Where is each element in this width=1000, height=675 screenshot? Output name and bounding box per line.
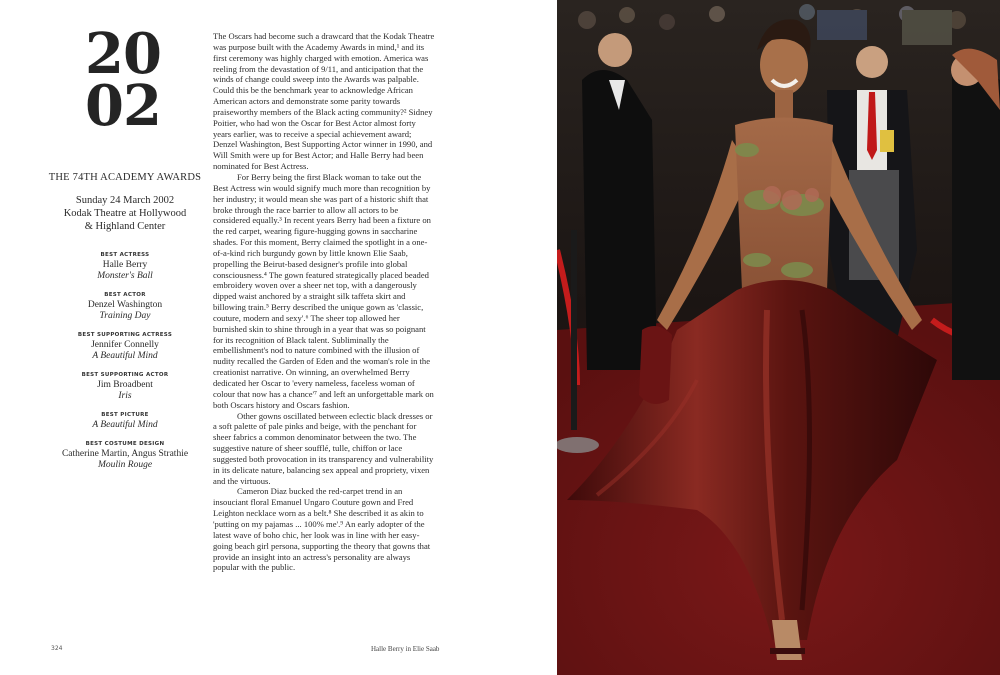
award-category: BEST SUPPORTING ACTRESS (77, 332, 173, 338)
photo-caption: Halle Berry in Elie Saab (371, 645, 440, 653)
red-carpet-photo (557, 0, 1000, 675)
award-film: Monster's Ball (97, 271, 153, 281)
award-film: A Beautiful Mind (92, 351, 158, 361)
award-winner: Catherine Martin, Angus Strathie (61, 449, 189, 459)
article-body (213, 31, 435, 573)
award-category: BEST COSTUME DESIGN (85, 441, 165, 447)
award-category: BEST ACTOR (104, 292, 146, 298)
body-paragraph: Other gowns oscillated between eclectic black dresses or a soft palette of pale pinks and beige, with the penchant for sheer fabrics a common denominator between the two. The suggestive nature of sheer soufflé, tulle, chiffon or lace suggested both provocation in its transparency and vulnerability in its delicate nature, balancing sex appeal and propriety, vixen and the virtuous. (213, 410, 434, 486)
ceremony-venue-2: & Highland Center (84, 221, 166, 232)
ceremony-title: THE 74TH ACADEMY AWARDS (48, 172, 202, 183)
award-winner: Denzel Washington (87, 300, 163, 310)
award-winner: Halle Berry (102, 260, 148, 270)
award-best-actor (47, 292, 203, 322)
year-heading (60, 21, 186, 139)
year-line-1: 20 (85, 21, 161, 87)
ceremony-venue: Kodak Theatre at Hollywood (63, 208, 187, 219)
right-page-photo (557, 0, 1000, 675)
awards-list (47, 252, 203, 481)
award-winner: Jim Broadbent (97, 380, 153, 390)
award-best-picture (47, 412, 203, 431)
award-best-costume-design (47, 441, 203, 471)
award-best-supporting-actor (47, 372, 203, 402)
award-best-actress (47, 252, 203, 282)
body-paragraph: Cameron Diaz bucked the red-carpet trend in an insouciant floral Emanuel Ungaro Couture gown and Fred Leighton necklace worn as a belt.⁸ She described it as akin to 'putting on my pajamas ... 100% me'.⁹ An early adopter of the latest wave of boho chic, her look was in line with her easy-going beach girl persona, supporting the theory that gowns that provide an insight into an actress's personality are always popular with the public. (213, 486, 431, 573)
award-best-supporting-actress (47, 332, 203, 362)
award-film: A Beautiful Mind (92, 420, 158, 430)
award-winner: Jennifer Connelly (91, 340, 159, 350)
body-paragraph: The Oscars had become such a drawcard that the Kodak Theatre was purpose built with the Academy Awards in mind,¹ and its first ceremony was highly charged with emotion. America was reeling from the devastation of 9/11, and anticipation that the winds of change could sweep into the Awards was palpable. Could this be the benchmark year to acknowledge African American actors and demonstrate some parity towards praiseworthy members of the Black acting community?² Sidney Poitier, who had won the Oscar for Best Actor almost forty years earlier, was to receive a special achievement award; Denzel Washington, Best Supporting Actor winner in 1990, and Will Smith were up for Best Actor; and Halle Berry had been nominated for Best Actress. (213, 31, 435, 172)
award-category: BEST ACTRESS (100, 252, 150, 258)
body-paragraph: For Berry being the first Black woman to take out the Best Actress win would signify much more than recognition by her industry; it would mean she was part of a historic shift that broke through the race barrier to allow all actors to be considered equally.³ In recent years Berry had been a fixture on the red carpet, wearing figure-hugging gowns in saccharine shades. For this moment, Berry claimed the spotlight in a one-of-a-kind rich burgundy gown by little known Elie Saab, propelling the Beirut-based designer's profile into global consciousness.⁴ The gown featured strategically placed beaded embroidery woven over a sheer net top, with a dangerously dipped waist anchored by a straight silk taffeta skirt and billowing train.⁵ Berry described the unique gown as 'classic, couture, modern and sexy'.⁶ The sheer top allowed her burnished skin to shine through in a year that was so poignant for its recognition of Black talent. Subliminally the embellishment's nod to nature combined with the illusion of nudity recalled the Garden of Eden and the woman's role in the creationist narrative. On winning, an overwhelmed Berry dedicated her Oscar to 'every nameless, faceless woman of colour that now has a chance'⁷ and left an unforgettable mark on both Oscars history and Oscars fashion. (213, 171, 434, 410)
award-category: BEST PICTURE (101, 412, 149, 418)
ceremony-info (47, 194, 203, 233)
award-film: Iris (118, 391, 132, 401)
year-line-2: 02 (85, 73, 161, 139)
award-category: BEST SUPPORTING ACTOR (81, 372, 169, 378)
award-film: Moulin Rouge (97, 460, 153, 470)
page-number: 324 (51, 645, 63, 652)
award-film: Training Day (99, 311, 151, 321)
ceremony-date: Sunday 24 March 2002 (75, 195, 175, 206)
